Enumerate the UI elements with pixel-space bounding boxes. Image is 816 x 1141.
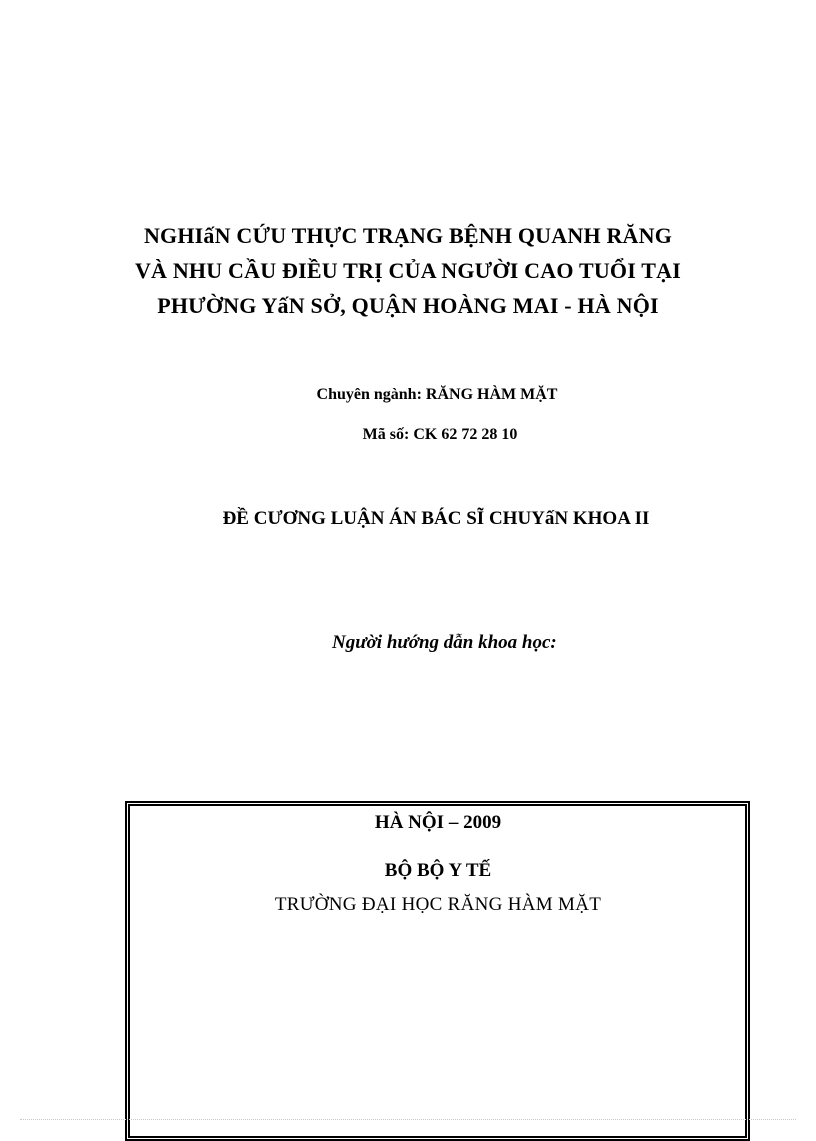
thesis-title <box>0 218 816 323</box>
title-line-1: NGHIấN CỨU THỰC TRẠNG BỆNH QUANH RĂNG <box>143 223 673 248</box>
cover-frame <box>125 801 750 1141</box>
specialty-label: Chuyên ngành: RĂNG HÀM MẶT <box>316 386 558 403</box>
school-name: TRƯỜNG ĐẠI HỌC RĂNG HÀM MẶT <box>274 894 602 915</box>
title-line-2: VÀ NHU CẦU ĐIỀU TRỊ CỦA NGƯỜI CAO TUỔI TẠI <box>134 258 682 283</box>
place-year: HÀ NỘI – 2009 <box>374 812 502 833</box>
code-label: Mã số: CK 62 72 28 10 <box>362 426 518 443</box>
ministry-name: BỘ BỘ Y TẾ <box>384 860 492 881</box>
title-line-3: PHƯỜNG YấN SỞ, QUẬN HOÀNG MAI - HÀ NỘI <box>157 293 659 318</box>
thesis-type: ĐỀ CƯƠNG LUẬN ÁN BÁC SĨ CHUYấN KHOA II <box>222 508 650 529</box>
advisor-label: Người hướng dẫn khoa học: <box>332 632 557 653</box>
page-edge-divider <box>20 1119 796 1120</box>
